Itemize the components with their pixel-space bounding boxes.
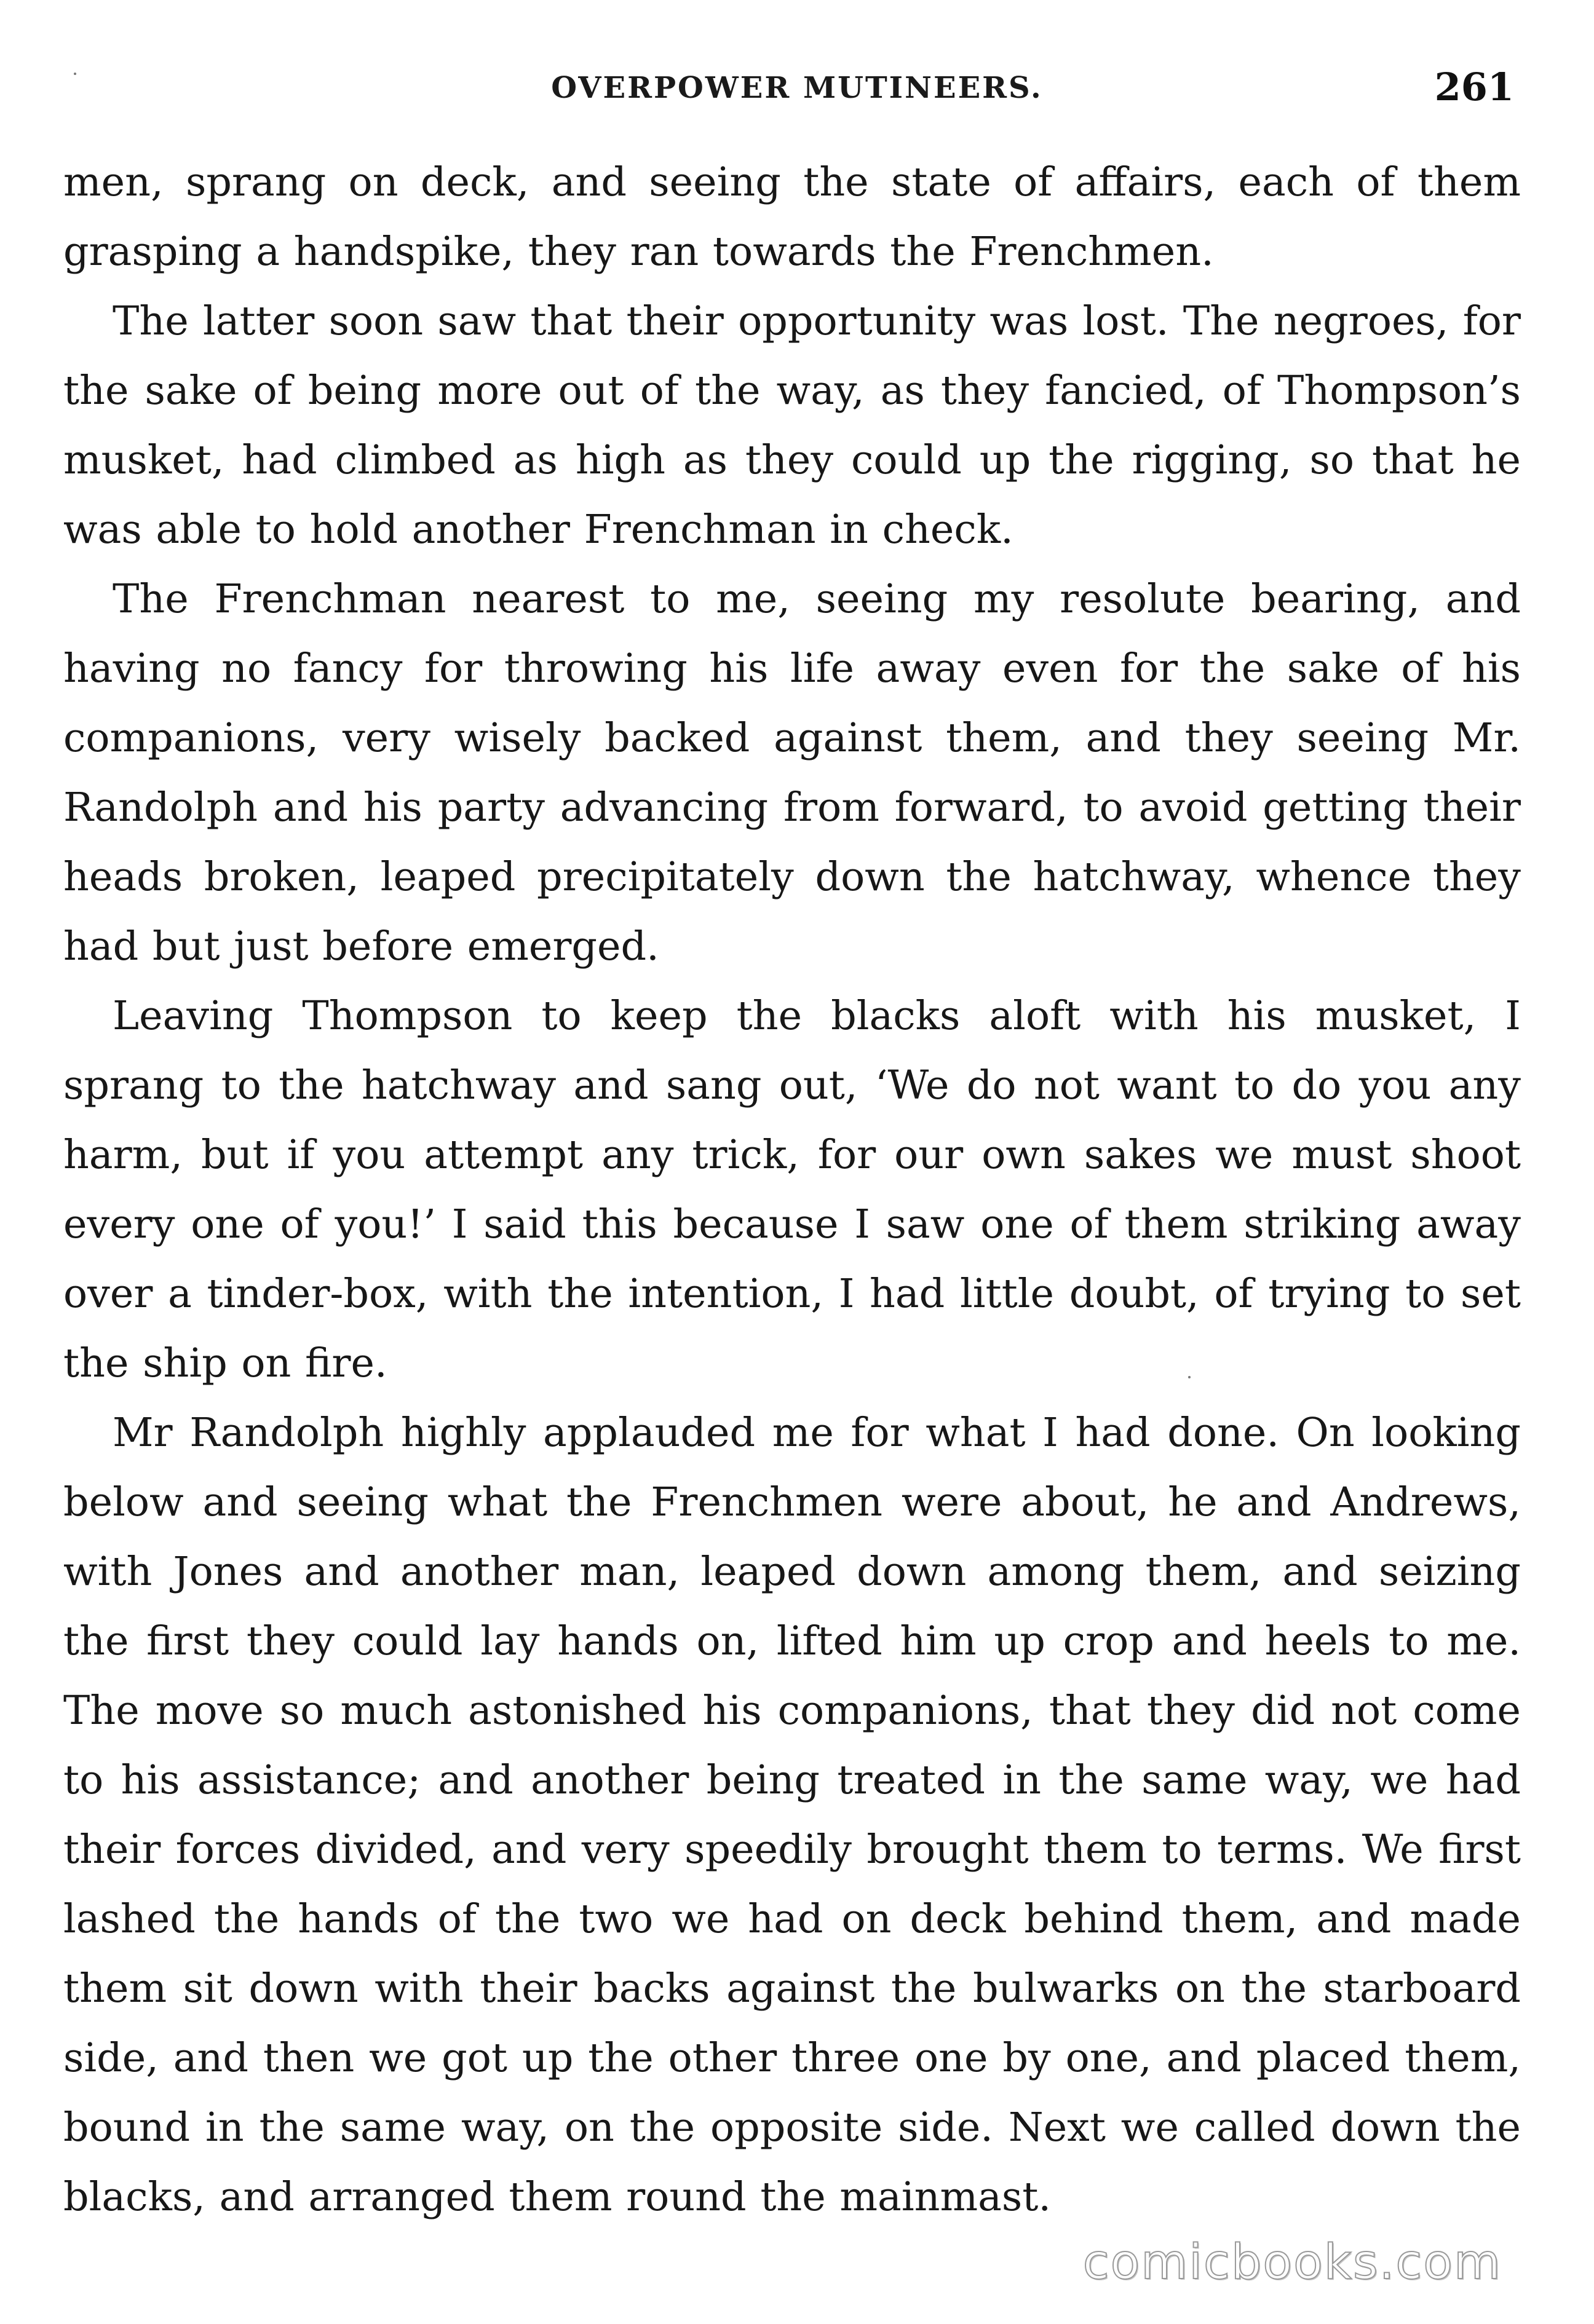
watermark: comicbooks.com [1082,2235,1502,2290]
paragraph-3: The Frenchman nearest to me, seeing my resolute bearing, and having no fancy for throwing his life away even for the sake of his companions, very wisely backed against them, and they seeing Mr. Randolph and his party advancing from forward, to avoid getting their heads broken, leaped precipitately down the hatchway, whence they had but just before emerged. [63,576,1521,970]
scan-speck [74,73,76,75]
running-header [61,65,1533,114]
paragraph-4: Leaving Thompson to keep the blacks aloft with his musket, I sprang to the hatchway and sang out, ‘We do not want to do you any harm, but if you attempt any trick, for our own sakes we must shoot every one of you!’ I said this because I saw one of them striking away over a tinder-box, with the intention, I had little doubt, of trying to set the ship on fire. [63,993,1521,1386]
paragraph-2: The latter soon saw that their opportunity was lost. The negroes, for the sake of being more out of the way, as they fancied, of Thompson’s musket, had climbed as high as they could up the rigging, so that he was able to hold another Frenchman in check. [63,298,1521,553]
running-title: OVERPOWER MUTINEERS. [551,71,1043,105]
page-number: 261 [1434,65,1514,109]
paragraph-1: men, sprang on deck, and seeing the state of affairs, each of them grasping a handspike, they ran towards the Frenchmen. [63,159,1521,275]
scan-speck [1188,1376,1191,1378]
paragraph-5: Mr Randolph highly applauded me for what I had done. On looking below and seeing what the Frenchmen were about, he and Andrews, with Jones and another man, leaped down among them, and seizing the first they could lay hands on, lifted him up crop and heels to me. The move so much astonished his companions, that they did not come to his assistance; and another being treated in the same way, we had their forces divided, and very speedily brought them to terms. We first lashed the hands of the two we had on deck behind them, and made them sit down with their backs against the bulwarks on the starboard side, and then we got up the other three one by one, and placed them, bound in the same way, on the opposite side. Next we called down the blacks, and arranged them round the mainmast. [63,1410,1521,2220]
body-text [63,148,1521,2232]
